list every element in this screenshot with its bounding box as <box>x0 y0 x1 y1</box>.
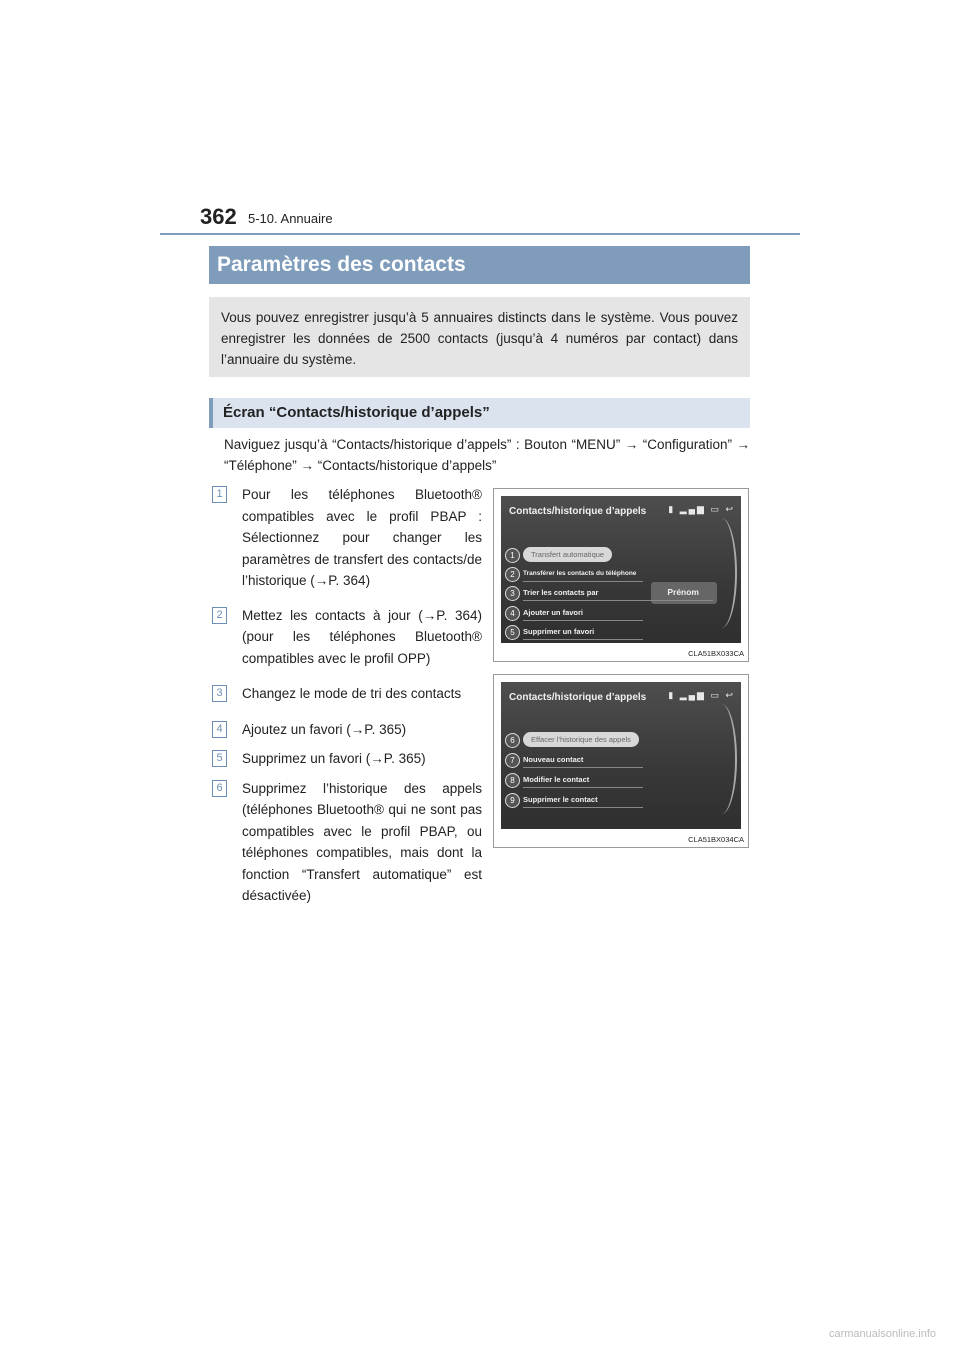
item-list <box>212 484 482 918</box>
item-number: 3 <box>212 685 227 702</box>
subheading: Écran “Contacts/historique d’appels” <box>209 398 750 428</box>
figure-caption: CLA51BX034CA <box>688 835 744 844</box>
header-rule <box>160 233 800 235</box>
item-text: Pour les téléphones Bluetooth® compatibles avec le profil PBAP : Sélectionnez pour changer les paramètres de transfert des contacts/de l’historique (→P. 364) <box>242 487 482 588</box>
sort-value: Prénom <box>667 587 699 597</box>
page-number: 362 <box>200 204 237 229</box>
menu-item-ajouter-favori[interactable]: Ajouter un favori <box>523 605 643 621</box>
screen-title: Contacts/historique d’appels <box>509 506 647 517</box>
intro-text: Vous pouvez enregistrer jusqu’à 5 annuaires distincts dans le système. Vous pouvez enregistrer les données de 2500 contacts (jusqu’à 4 numéros par contact) dans l’annuaire du système. <box>221 310 738 367</box>
section-title: 5-10. Annuaire <box>248 211 333 226</box>
callout-number: 7 <box>505 753 520 768</box>
callout-number: 9 <box>505 793 520 808</box>
screenshot-contacts-settings-1 <box>493 488 749 662</box>
menu-item-transferer-contacts[interactable]: Transférer les contacts du téléphone <box>523 566 643 582</box>
item-text: Mettez les contacts à jour (→P. 364) (pour les téléphones Bluetooth® compatibles avec le profil OPP) <box>242 607 482 666</box>
list-item <box>212 778 482 907</box>
menu-item-supprimer-contact[interactable]: Supprimer le contact <box>523 792 643 808</box>
footer-watermark: carmanualsonline.info <box>828 1328 936 1340</box>
item-text: Supprimez un favori (→P. 365) <box>242 751 426 766</box>
menu-item-transfert-automatique[interactable]: Transfert automatique <box>523 547 612 562</box>
scroll-curve <box>711 704 737 814</box>
item-number: 2 <box>212 607 227 624</box>
status-icons: ▮ ▂▄▆ ▭ ↩ <box>668 504 735 514</box>
item-text: Ajoutez un favori (→P. 365) <box>242 721 407 737</box>
list-item <box>212 484 482 592</box>
page-title: Paramètres des contacts <box>209 246 750 284</box>
menu-item-effacer-historique[interactable]: Effacer l’historique des appels <box>523 732 639 747</box>
callout-number: 3 <box>505 586 520 601</box>
list-item <box>212 719 482 741</box>
list-item <box>212 683 482 705</box>
display-screen <box>501 682 741 829</box>
status-icons: ▮ ▂▄▆ ▭ ↩ <box>668 690 735 700</box>
menu-item-supprimer-favori[interactable]: Supprimer un favori <box>523 624 643 640</box>
menu-item-modifier-contact[interactable]: Modifier le contact <box>523 772 643 788</box>
navigation-instructions: Naviguez jusqu’à “Contacts/historique d’appels” : Bouton “MENU” → “Configuration” → “Téléphone” → “Contacts/historique d’appels” <box>224 437 750 473</box>
item-number: 6 <box>212 780 227 797</box>
item-number: 5 <box>212 750 227 767</box>
screen-title: Contacts/historique d’appels <box>509 692 647 703</box>
scroll-curve <box>711 518 737 628</box>
callout-number: 6 <box>505 733 520 748</box>
screenshot-contacts-settings-2 <box>493 674 749 848</box>
item-number: 4 <box>212 721 227 738</box>
callout-number: 4 <box>505 606 520 621</box>
callout-number: 8 <box>505 773 520 788</box>
item-text: Supprimez l’historique des appels (téléphones Bluetooth® qui ne sont pas compatibles avec le profil PBAP, ou téléphones compatibles, mais dont la fonction “Transfert automatique” est désactivée) <box>242 780 482 903</box>
item-text: Changez le mode de tri des contacts <box>242 686 462 701</box>
callout-number: 5 <box>505 625 520 640</box>
list-item <box>212 748 482 770</box>
menu-item-trier-contacts[interactable]: Trier les contacts par <box>523 585 713 601</box>
item-number: 1 <box>212 486 227 503</box>
callout-number: 1 <box>505 548 520 563</box>
list-item <box>212 605 482 670</box>
figure-caption: CLA51BX033CA <box>688 649 744 658</box>
menu-item-nouveau-contact[interactable]: Nouveau contact <box>523 752 643 768</box>
display-screen <box>501 496 741 643</box>
intro-box <box>209 297 750 377</box>
callout-number: 2 <box>505 567 520 582</box>
